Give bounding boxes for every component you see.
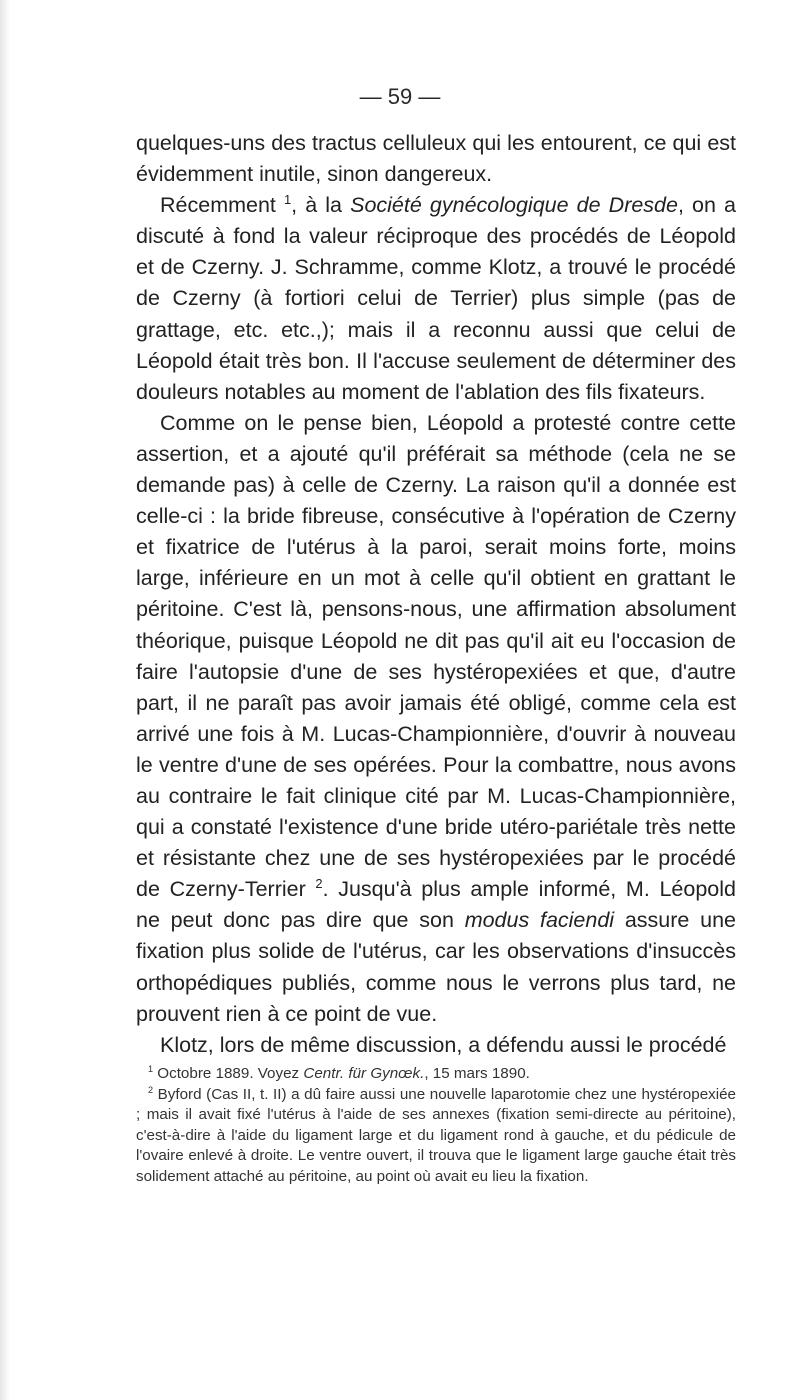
italic-text: Centr. für Gynœk.	[303, 1065, 425, 1082]
italic-text: Société gynécologique de Dresde	[350, 193, 678, 218]
text-run: Octobre 1889. Voyez	[153, 1065, 304, 1082]
text-run: , 15 mars 1890.	[424, 1065, 530, 1082]
page-number: — 59 —	[359, 84, 441, 109]
paragraph-2	[136, 190, 736, 408]
text-run: quelques-uns des tractus celluleux qui les entourent, ce qui est évidemment inutile, sinon dangereux.	[136, 131, 736, 187]
footnote-1	[136, 1064, 736, 1085]
text-run: , on a discuté à fond la valeur réciproque des procédés de Léopold et de Czerny. J. Schramme, comme Klotz, a trouvé le procédé de Czerny (à fortiori celui de Terrier) plus simple (pas de grattage, etc. etc.,); mais il a reconnu aussi que celui de Léopold était très bon. Il l'accuse seulement de déterminer des douleurs notables au moment de l'ablation des fils fixateurs.	[136, 193, 737, 404]
footnote-marker: 1	[284, 192, 292, 208]
text-run: Comme on le pense bien, Léopold a protesté contre cette assertion, et a ajouté qu'il préférait sa méthode (cela ne se demande pas) à celle de Czerny. La raison qu'il a donnée est celle-ci : la bride fibreuse, consécutive à l'opération de Czerny et fixatrice de l'utérus à la paroi, serait moins forte, moins large, inférieure en un mot à celle qu'il obtient en grattant le péritoine. C'est là, pensons-nous, une affirmation absolument théorique, puisque Léopold ne dit pas qu'il ait eu l'occasion de faire l'autopsie d'une de ses hystéropexiées et que, d'autre part, il ne paraît pas avoir jamais été obligé, comme cela est arrivé une fois à M. Lucas-Championnière, d'ouvrir à nouveau le ventre d'une de ses opérées. Pour la combattre, nous avons au contraire le fait clinique cité par M. Lucas-Championnière, qui a constaté l'existence d'une bride utéro-pariétale très nette et résistante chez une de ses hystéropexiées par le procédé de Czerny-Terrier	[136, 410, 736, 902]
paragraph-3	[136, 408, 736, 1030]
footnote-2	[136, 1085, 736, 1188]
text-run: Récemment	[160, 193, 284, 218]
text-run: Klotz, lors de même discussion, a défendu aussi le procédé	[160, 1032, 727, 1057]
text-run: Byford (Cas II, t. II) a dû faire aussi une nouvelle laparotomie chez une hystéropexiée ; mais il avait fixé l'utérus à l'aide de ses annexes (fixation semi-directe au péritoine), c'est-à-dire à l'aide du ligament large et du ligament rond à gauche, et du pédicule de l'ovaire enlevé à droite. Le ventre ouvert, il trouva que le ligament large gauche était très solidement attaché au péritoine, au point où avait eu lieu la fixation.	[136, 1085, 736, 1185]
text-run: , à la	[291, 193, 351, 218]
text-run: assure une fixation plus solide de l'utérus, car les observations d'insuccès orthopédiques publiés, comme nous le verrons plus tard, ne prouvent rien à ce point de vue.	[136, 908, 736, 1026]
footnote-marker: 1	[148, 1063, 154, 1074]
footnotes	[136, 1064, 736, 1188]
main-text	[136, 128, 736, 1061]
paragraph-1	[136, 128, 736, 190]
italic-text: modus faciendi	[464, 908, 615, 933]
footnote-marker: 2	[148, 1084, 154, 1095]
paragraph-4	[136, 1030, 736, 1061]
text-run: . Jusqu'à plus ample informé, M. Léopold ne peut donc pas dire que son	[136, 877, 736, 933]
footnote-marker: 2	[315, 876, 323, 892]
